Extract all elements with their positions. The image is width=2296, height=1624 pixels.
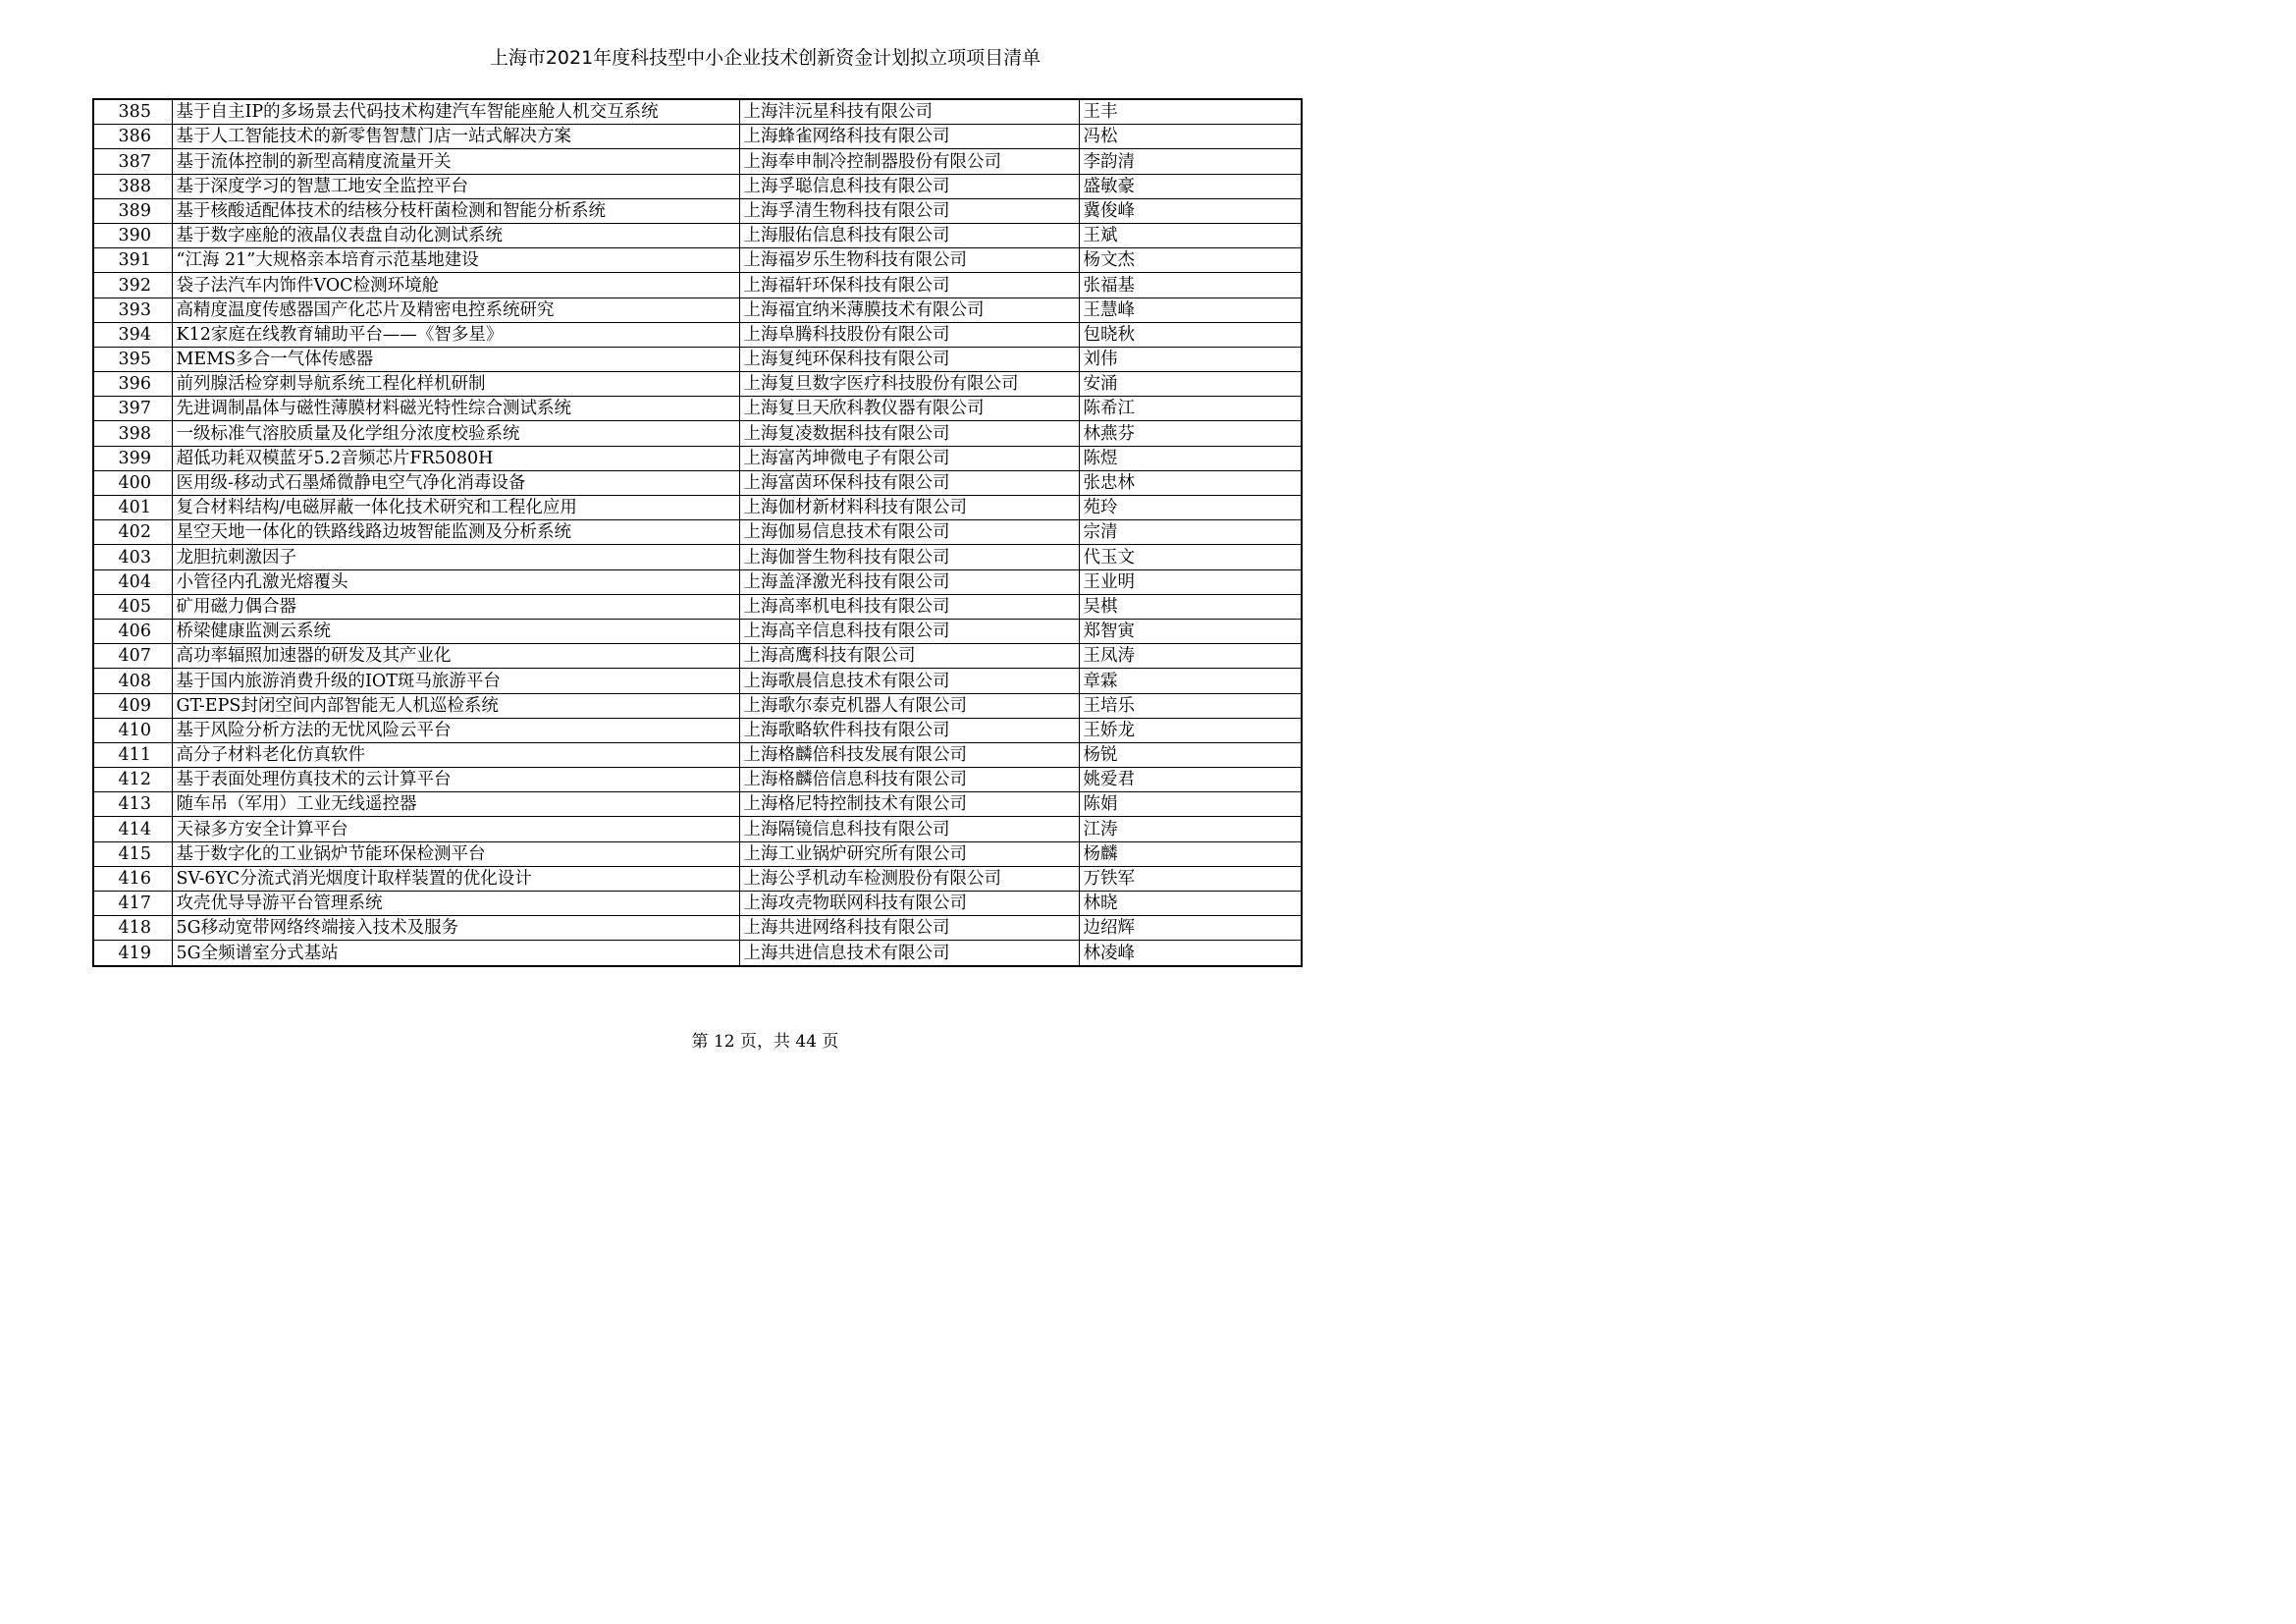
project-name: 复合材料结构/电磁屏蔽一体化技术研究和工程化应用 bbox=[172, 496, 739, 520]
document-title: 上海市2021年度科技型中小企业技术创新资金计划拟立项项目清单 bbox=[489, 47, 1041, 69]
row-number: 410 bbox=[93, 718, 172, 742]
company-name: 上海阜腾科技股份有限公司 bbox=[739, 322, 1079, 347]
project-name: 高分子材料老化仿真软件 bbox=[172, 742, 739, 767]
contact-name: 张福基 bbox=[1079, 273, 1302, 298]
row-number: 416 bbox=[93, 866, 172, 891]
company-name: 上海隔镜信息科技有限公司 bbox=[739, 817, 1079, 841]
row-number: 415 bbox=[93, 841, 172, 866]
company-name: 上海伽誉生物科技有限公司 bbox=[739, 545, 1079, 569]
row-number: 414 bbox=[93, 817, 172, 841]
row-number: 404 bbox=[93, 569, 172, 594]
contact-name: 杨文杰 bbox=[1079, 248, 1302, 273]
company-name: 上海格麟倍科技发展有限公司 bbox=[739, 742, 1079, 767]
company-name: 上海公孚机动车检测股份有限公司 bbox=[739, 866, 1079, 891]
contact-name: 林凌峰 bbox=[1079, 941, 1302, 966]
project-name: 基于深度学习的智慧工地安全监控平台 bbox=[172, 174, 739, 198]
company-name: 上海歌晨信息技术有限公司 bbox=[739, 669, 1079, 693]
row-number: 400 bbox=[93, 470, 172, 495]
table-row bbox=[93, 174, 1302, 198]
table-row bbox=[93, 347, 1302, 371]
table-row bbox=[93, 470, 1302, 495]
row-number: 393 bbox=[93, 298, 172, 322]
table-row bbox=[93, 619, 1302, 643]
company-name: 上海复凌数据科技有限公司 bbox=[739, 421, 1079, 446]
table-row bbox=[93, 446, 1302, 470]
contact-name: 章霖 bbox=[1079, 669, 1302, 693]
table-row bbox=[93, 644, 1302, 669]
company-name: 上海孚清生物科技有限公司 bbox=[739, 198, 1079, 223]
table-row bbox=[93, 892, 1302, 916]
row-number: 385 bbox=[93, 99, 172, 125]
company-name: 上海复旦数字医疗科技股份有限公司 bbox=[739, 372, 1079, 397]
table-row bbox=[93, 298, 1302, 322]
contact-name: 王娇龙 bbox=[1079, 718, 1302, 742]
contact-name: 林燕芬 bbox=[1079, 421, 1302, 446]
company-name: 上海格麟倍信息科技有限公司 bbox=[739, 768, 1079, 792]
contact-name: 江涛 bbox=[1079, 817, 1302, 841]
project-name: K12家庭在线教育辅助平台——《智多星》 bbox=[172, 322, 739, 347]
company-name: 上海工业锅炉研究所有限公司 bbox=[739, 841, 1079, 866]
row-number: 395 bbox=[93, 347, 172, 371]
project-name: 基于国内旅游消费升级的IOT斑马旅游平台 bbox=[172, 669, 739, 693]
contact-name: 盛敏豪 bbox=[1079, 174, 1302, 198]
contact-name: 姚爱君 bbox=[1079, 768, 1302, 792]
contact-name: 万铁军 bbox=[1079, 866, 1302, 891]
company-name: 上海复旦天欣科教仪器有限公司 bbox=[739, 397, 1079, 421]
company-name: 上海共进信息技术有限公司 bbox=[739, 941, 1079, 966]
table-row bbox=[93, 768, 1302, 792]
contact-name: 安涌 bbox=[1079, 372, 1302, 397]
table-row bbox=[93, 372, 1302, 397]
company-name: 上海伽易信息技术有限公司 bbox=[739, 520, 1079, 545]
row-number: 396 bbox=[93, 372, 172, 397]
project-name: SV-6YC分流式消光烟度计取样装置的优化设计 bbox=[172, 866, 739, 891]
contact-name: 王斌 bbox=[1079, 223, 1302, 247]
row-number: 401 bbox=[93, 496, 172, 520]
company-name: 上海奉申制冷控制器股份有限公司 bbox=[739, 149, 1079, 174]
contact-name: 杨锐 bbox=[1079, 742, 1302, 767]
contact-name: 王业明 bbox=[1079, 569, 1302, 594]
page-footer: 第 12 页，共 44 页 bbox=[691, 1032, 839, 1052]
table-row bbox=[93, 545, 1302, 569]
table-row bbox=[93, 693, 1302, 718]
table-row bbox=[93, 792, 1302, 817]
row-number: 403 bbox=[93, 545, 172, 569]
contact-name: 王培乐 bbox=[1079, 693, 1302, 718]
table-row bbox=[93, 594, 1302, 619]
project-name: 天禄多方安全计算平台 bbox=[172, 817, 739, 841]
row-number: 397 bbox=[93, 397, 172, 421]
row-number: 390 bbox=[93, 223, 172, 247]
project-name: 5G全频谱室分式基站 bbox=[172, 941, 739, 966]
table-row bbox=[93, 916, 1302, 941]
project-name: 攻壳优导导游平台管理系统 bbox=[172, 892, 739, 916]
row-number: 409 bbox=[93, 693, 172, 718]
row-number: 411 bbox=[93, 742, 172, 767]
row-number: 391 bbox=[93, 248, 172, 273]
table-row bbox=[93, 223, 1302, 247]
contact-name: 杨麟 bbox=[1079, 841, 1302, 866]
table-row bbox=[93, 496, 1302, 520]
company-name: 上海共进网络科技有限公司 bbox=[739, 916, 1079, 941]
company-name: 上海歌略软件科技有限公司 bbox=[739, 718, 1079, 742]
project-name: 基于数字化的工业锅炉节能环保检测平台 bbox=[172, 841, 739, 866]
row-number: 388 bbox=[93, 174, 172, 198]
contact-name: 冯松 bbox=[1079, 125, 1302, 149]
project-name: 医用级-移动式石墨烯微静电空气净化消毒设备 bbox=[172, 470, 739, 495]
company-name: 上海福宜纳米薄膜技术有限公司 bbox=[739, 298, 1079, 322]
row-number: 413 bbox=[93, 792, 172, 817]
row-number: 408 bbox=[93, 669, 172, 693]
company-name: 上海沣沅星科技有限公司 bbox=[739, 99, 1079, 125]
company-name: 上海歌尔泰克机器人有限公司 bbox=[739, 693, 1079, 718]
row-number: 392 bbox=[93, 273, 172, 298]
project-name: 桥梁健康监测云系统 bbox=[172, 619, 739, 643]
company-name: 上海蜂雀网络科技有限公司 bbox=[739, 125, 1079, 149]
contact-name: 郑智寅 bbox=[1079, 619, 1302, 643]
row-number: 407 bbox=[93, 644, 172, 669]
contact-name: 苑玲 bbox=[1079, 496, 1302, 520]
project-name: 基于数字座舱的液晶仪表盘自动化测试系统 bbox=[172, 223, 739, 247]
contact-name: 陈娟 bbox=[1079, 792, 1302, 817]
project-name: 高精度温度传感器国产化芯片及精密电控系统研究 bbox=[172, 298, 739, 322]
row-number: 406 bbox=[93, 619, 172, 643]
project-name: 前列腺活检穿刺导航系统工程化样机研制 bbox=[172, 372, 739, 397]
row-number: 389 bbox=[93, 198, 172, 223]
project-name: “江海 21”大规格亲本培育示范基地建设 bbox=[172, 248, 739, 273]
project-name: 基于人工智能技术的新零售智慧门店一站式解决方案 bbox=[172, 125, 739, 149]
row-number: 417 bbox=[93, 892, 172, 916]
company-name: 上海攻壳物联网科技有限公司 bbox=[739, 892, 1079, 916]
contact-name: 王凤涛 bbox=[1079, 644, 1302, 669]
project-name: 5G移动宽带网络终端接入技术及服务 bbox=[172, 916, 739, 941]
company-name: 上海孚聪信息科技有限公司 bbox=[739, 174, 1079, 198]
table-row bbox=[93, 421, 1302, 446]
row-number: 412 bbox=[93, 768, 172, 792]
company-name: 上海复纯环保科技有限公司 bbox=[739, 347, 1079, 371]
contact-name: 陈煜 bbox=[1079, 446, 1302, 470]
table-row bbox=[93, 273, 1302, 298]
company-name: 上海高率机电科技有限公司 bbox=[739, 594, 1079, 619]
table-row bbox=[93, 198, 1302, 223]
contact-name: 边绍辉 bbox=[1079, 916, 1302, 941]
table-row bbox=[93, 742, 1302, 767]
table-row bbox=[93, 941, 1302, 966]
company-name: 上海高鹰科技有限公司 bbox=[739, 644, 1079, 669]
contact-name: 林晓 bbox=[1079, 892, 1302, 916]
project-name: 一级标准气溶胶质量及化学组分浓度校验系统 bbox=[172, 421, 739, 446]
table-row bbox=[93, 322, 1302, 347]
contact-name: 包晓秋 bbox=[1079, 322, 1302, 347]
row-number: 419 bbox=[93, 941, 172, 966]
contact-name: 陈希江 bbox=[1079, 397, 1302, 421]
project-name: 袋子法汽车内饰件VOC检测环境舱 bbox=[172, 273, 739, 298]
project-name: 高功率辐照加速器的研发及其产业化 bbox=[172, 644, 739, 669]
contact-name: 吴棋 bbox=[1079, 594, 1302, 619]
project-name: 基于核酸适配体技术的结核分枝杆菌检测和智能分析系统 bbox=[172, 198, 739, 223]
project-name: 基于自主IP的多场景去代码技术构建汽车智能座舱人机交互系统 bbox=[172, 99, 739, 125]
contact-name: 王慧峰 bbox=[1079, 298, 1302, 322]
row-number: 399 bbox=[93, 446, 172, 470]
table-row bbox=[93, 397, 1302, 421]
table-row bbox=[93, 841, 1302, 866]
company-name: 上海盖泽激光科技有限公司 bbox=[739, 569, 1079, 594]
contact-name: 宗清 bbox=[1079, 520, 1302, 545]
company-name: 上海福岁乐生物科技有限公司 bbox=[739, 248, 1079, 273]
table-row bbox=[93, 149, 1302, 174]
row-number: 402 bbox=[93, 520, 172, 545]
contact-name: 张忠林 bbox=[1079, 470, 1302, 495]
table-row bbox=[93, 669, 1302, 693]
table-row bbox=[93, 569, 1302, 594]
contact-name: 代玉文 bbox=[1079, 545, 1302, 569]
project-name: MEMS多合一气体传感器 bbox=[172, 347, 739, 371]
table-row bbox=[93, 520, 1302, 545]
company-name: 上海高辛信息科技有限公司 bbox=[739, 619, 1079, 643]
project-name: 超低功耗双模蓝牙5.2音频芯片FR5080H bbox=[172, 446, 739, 470]
contact-name: 刘伟 bbox=[1079, 347, 1302, 371]
project-name: 星空天地一体化的铁路线路边坡智能监测及分析系统 bbox=[172, 520, 739, 545]
company-name: 上海富茵环保科技有限公司 bbox=[739, 470, 1079, 495]
project-name: 基于流体控制的新型高精度流量开关 bbox=[172, 149, 739, 174]
project-name: GT-EPS封闭空间内部智能无人机巡检系统 bbox=[172, 693, 739, 718]
project-name: 基于表面处理仿真技术的云计算平台 bbox=[172, 768, 739, 792]
company-name: 上海福轩环保科技有限公司 bbox=[739, 273, 1079, 298]
table-row bbox=[93, 866, 1302, 891]
contact-name: 李韵清 bbox=[1079, 149, 1302, 174]
table-row bbox=[93, 125, 1302, 149]
project-name: 小管径内孔激光熔覆头 bbox=[172, 569, 739, 594]
row-number: 394 bbox=[93, 322, 172, 347]
table-row bbox=[93, 718, 1302, 742]
row-number: 398 bbox=[93, 421, 172, 446]
project-name: 先进调制晶体与磁性薄膜材料磁光特性综合测试系统 bbox=[172, 397, 739, 421]
project-name: 随车吊（军用）工业无线遥控器 bbox=[172, 792, 739, 817]
company-name: 上海伽材新材料科技有限公司 bbox=[739, 496, 1079, 520]
company-name: 上海服佑信息科技有限公司 bbox=[739, 223, 1079, 247]
table-row bbox=[93, 817, 1302, 841]
project-table bbox=[92, 98, 1303, 967]
row-number: 405 bbox=[93, 594, 172, 619]
contact-name: 冀俊峰 bbox=[1079, 198, 1302, 223]
row-number: 386 bbox=[93, 125, 172, 149]
row-number: 418 bbox=[93, 916, 172, 941]
table-row bbox=[93, 248, 1302, 273]
company-name: 上海格尼特控制技术有限公司 bbox=[739, 792, 1079, 817]
project-name: 矿用磁力偶合器 bbox=[172, 594, 739, 619]
row-number: 387 bbox=[93, 149, 172, 174]
company-name: 上海富芮坤微电子有限公司 bbox=[739, 446, 1079, 470]
project-name: 基于风险分析方法的无忧风险云平台 bbox=[172, 718, 739, 742]
table-row bbox=[93, 99, 1302, 125]
contact-name: 王丰 bbox=[1079, 99, 1302, 125]
project-name: 龙胆抗刺激因子 bbox=[172, 545, 739, 569]
